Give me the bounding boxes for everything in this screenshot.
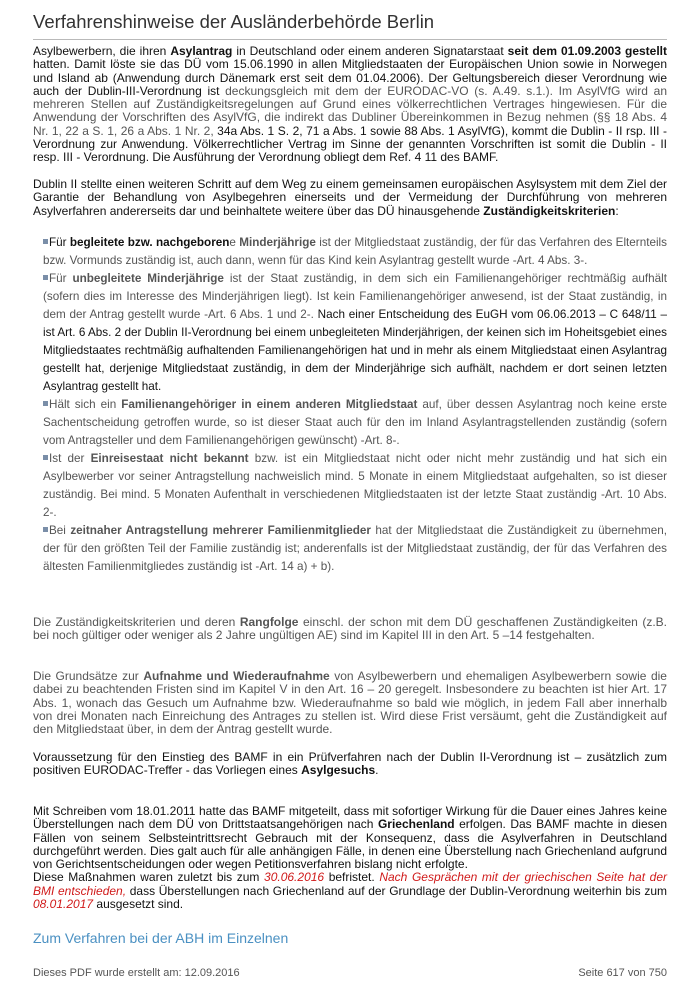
paragraph-4: Die Grundsätze zur Aufnahme und Wiederaufnahme von Asylbewerbern und ehemaligen Asylbewerbern sowie die dabei zu beachtenden Fristen sind im Kapitel V in den Art. 16 – 20 geregelt. Insbesondere zu beachten ist hier Art. 17 Abs. 1, wonach das Gesuch um Aufnahme bzw. Wiederaufnahme so bald wie möglich, in jedem Fall aber innerhalb von drei Monaten nach Einreichung des Antrages zu stellen ist. Wird diese Frist versäumt, geht die Zuständigkeit auf den Mitgliedstaat über, in dem der Antrag gestellt wurde.: [33, 669, 667, 737]
page-footer: [33, 967, 667, 979]
paragraph-5: Voraussetzung für den Einstieg des BAMF in ein Prüfverfahren nach der Dublin II-Verordnung ist – zusätzlich zum positiven EURODAC-Treffer - das Vorliegen eines Asylgesuchs.: [33, 750, 667, 778]
paragraph-1: Asylbewerbern, die ihren Asylantrag in Deutschland oder einem anderen Signatarstaat seit dem 01.09.2003 gestellt hatten. Damit löste sie das DÜ vom 15.06.1990 in allen Mitgliedstaaten der Europäischen Union sowie in Norwegen und Island ab (Anwendung durch Dänemark erst seit dem 01.04.2006). Der Geltungsbereich dieser Verordnung wie auch der Dublin-III-Verordnung ist deckungsgleich mit dem der EURODAC-VO (s. A.49. s.1.). Im AsylVfG wird an mehreren Stellen auf Zuständigkeitsregelungen auf Grund eines völkerrechtlichen Vertrages hingewiesen. Für die Anwendung der Vorschriften des AsylVfG, die indirekt das Dubliner Übereinkommen in Bezug nehmen (§§ 18 Abs. 4 Nr. 1, 22 a S. 1, 26 a Abs. 1 Nr. 2, 34a Abs. 1 S. 2, 71 a Abs. 1 sowie 88 Abs. 1 AsylVfG), kommt die Dublin - II rsp. III - Verordnung zur Anwendung. Völkerrechtlicher Vertrag im Sinne der genannten Vorschriften ist somit die Dublin - II resp. III - Verordnung. Die Ausführung der Verordnung obliegt dem Ref. 4 11 des BAMF.: [33, 44, 668, 165]
list-item: Bei zeitnaher Antragstellung mehrerer Familienmitglieder hat der Mitgliedstaat die Zuständigkeit zu übernehmen, der für den größten Teil der Familie zuständig ist; anderenfalls ist der Mitgliedstaat zuständig, der für das Verfahren des ältesten Familienmitgliedes zuständig ist -Art. 14 a) + b).: [43, 524, 667, 573]
bullet-square-icon: [43, 455, 48, 460]
paragraph-3: Die Zuständigkeitskriterien und deren Rangfolge einschl. der schon mit dem DÜ geschaffenen Zuständigkeiten (z.B. bei noch gültiger oder weniger als 2 Jahre ungültigen AE) sind im Kapitel III in den Art. 5 –14 festgehalten.: [33, 615, 668, 643]
criteria-list: [43, 234, 667, 576]
paragraph-6: Mit Schreiben vom 18.01.2011 hatte das BAMF mitgeteilt, dass mit sofortiger Wirkung für die Dauer eines Jahres keine Überstellungen nach dem DÜ von Drittstaatsangehörigen nach Griechenland erfolgen. Das BAMF machte in diesen Fällen von seinem Selbsteintrittsrecht Gebrauch mit der Konsequenz, dass die Asylverfahren in Deutschland durchgeführt werden. Dies galt auch für alle anhängigen Fälle, in denen eine Überstellung nach Griechenland aufgrund von Gerichtsentscheidungen oder wegen Petitionsverfahren bislang nicht erfolgte. Diese Maßnahmen waren zuletzt bis zum 30.06.2016 befristet. Nach Gesprächen mit der griechischen Seite hat der BMI entschieden, dass Überstellungen nach Griechenland auf der Grundlage der Dublin-Verordnung weiterhin bis zum 08.01.2017 ausgesetzt sind.: [33, 804, 668, 912]
list-item: Hält sich ein Familienangehöriger in einem anderen Mitgliedstaat auf, über dessen Asylantrag noch keine erste Sachentscheidung getroffen wurde, so ist dieser Staat auch für den im Inland Asylantragstellenden zuständig (sofern vom Antragsteller und dem Familienangehörigen gewünscht) -Art. 8-.: [43, 398, 667, 447]
bullet-square-icon: [43, 401, 48, 406]
list-item: Ist der Einreisestaat nicht bekannt bzw. ist ein Mitgliedstaat nicht oder nicht mehr zuständig und hat sich ein Asylbewerber vor seiner Antragstellung nachweislich mind. 5 Monate in einem Mitgliedstaat aufgehalten, so ist dieser zuständig. Bei mind. 5 Monaten Aufenthalt in verschiedenen Mitgliedstaaten ist der letzte Staat zuständig -Art. 10 Abs. 2-.: [43, 452, 667, 519]
bullet-square-icon: [43, 275, 48, 280]
bullet-square-icon: [43, 527, 48, 532]
list-item: Für unbegleitete Minderjährige ist der Staat zuständig, in dem sich ein Familienangehöriger rechtmäßig aufhält (sofern dies im Interesse des Minderjährigen liegt). Ist kein Familienangehöriger anwesend, ist der Staat zuständig, in dem der Antrag gestellt wurde -Art. 6 Abs. 1 und 2-. Nach einer Entscheidung des EuGH vom 06.06.2013 – C 648/11 – ist Art. 6 Abs. 2 der Dublin II-Verordnung bei einem unbegleiteten Minderjährigen, der keinen sich im Hoheitsgebiet eines Mitgliedstaates rechtmäßig aufhaltenden Familienangehörigen hat und in mehr als einem Mitgliedstaat einen Asylantrag gestellt hat, derjenige Mitgliedstaat zuständig, in dem der Minderjährige sich aufhält, nachdem er dort seinen letzten Asylantrag gestellt hat.: [43, 272, 668, 393]
page-title: Verfahrenshinweise der Ausländerbehörde Berlin: [33, 11, 667, 40]
abh-procedure-link[interactable]: Zum Verfahren bei der ABH im Einzelnen: [33, 930, 289, 946]
pdf-created-date: Dieses PDF wurde erstellt am: 12.09.2016: [33, 967, 240, 979]
page-number: Seite 617 von 750: [578, 967, 667, 979]
paragraph-2: Dublin II stellte einen weiteren Schritt auf dem Weg zu einem gemeinsamen europäischen Asylsystem mit dem Ziel der Garantie der Behandlung von Asylbegehren einerseits und der Vermeidung der Durchführung von mehreren Asylverfahren andererseits dar und beinhaltete weitere über das DÜ hinausgehende Zuständigkeitskriterien:: [33, 177, 667, 218]
list-item: Für begleitete bzw. nachgeborene Minderjährige ist der Mitgliedstaat zuständig, der für das Verfahren des Elternteils bzw. Vormunds zuständig ist, auch dann, wenn für das Kind kein Asylantrag gestellt wurde -Art. 4 Abs. 3-.: [43, 236, 667, 267]
bullet-square-icon: [43, 239, 48, 244]
